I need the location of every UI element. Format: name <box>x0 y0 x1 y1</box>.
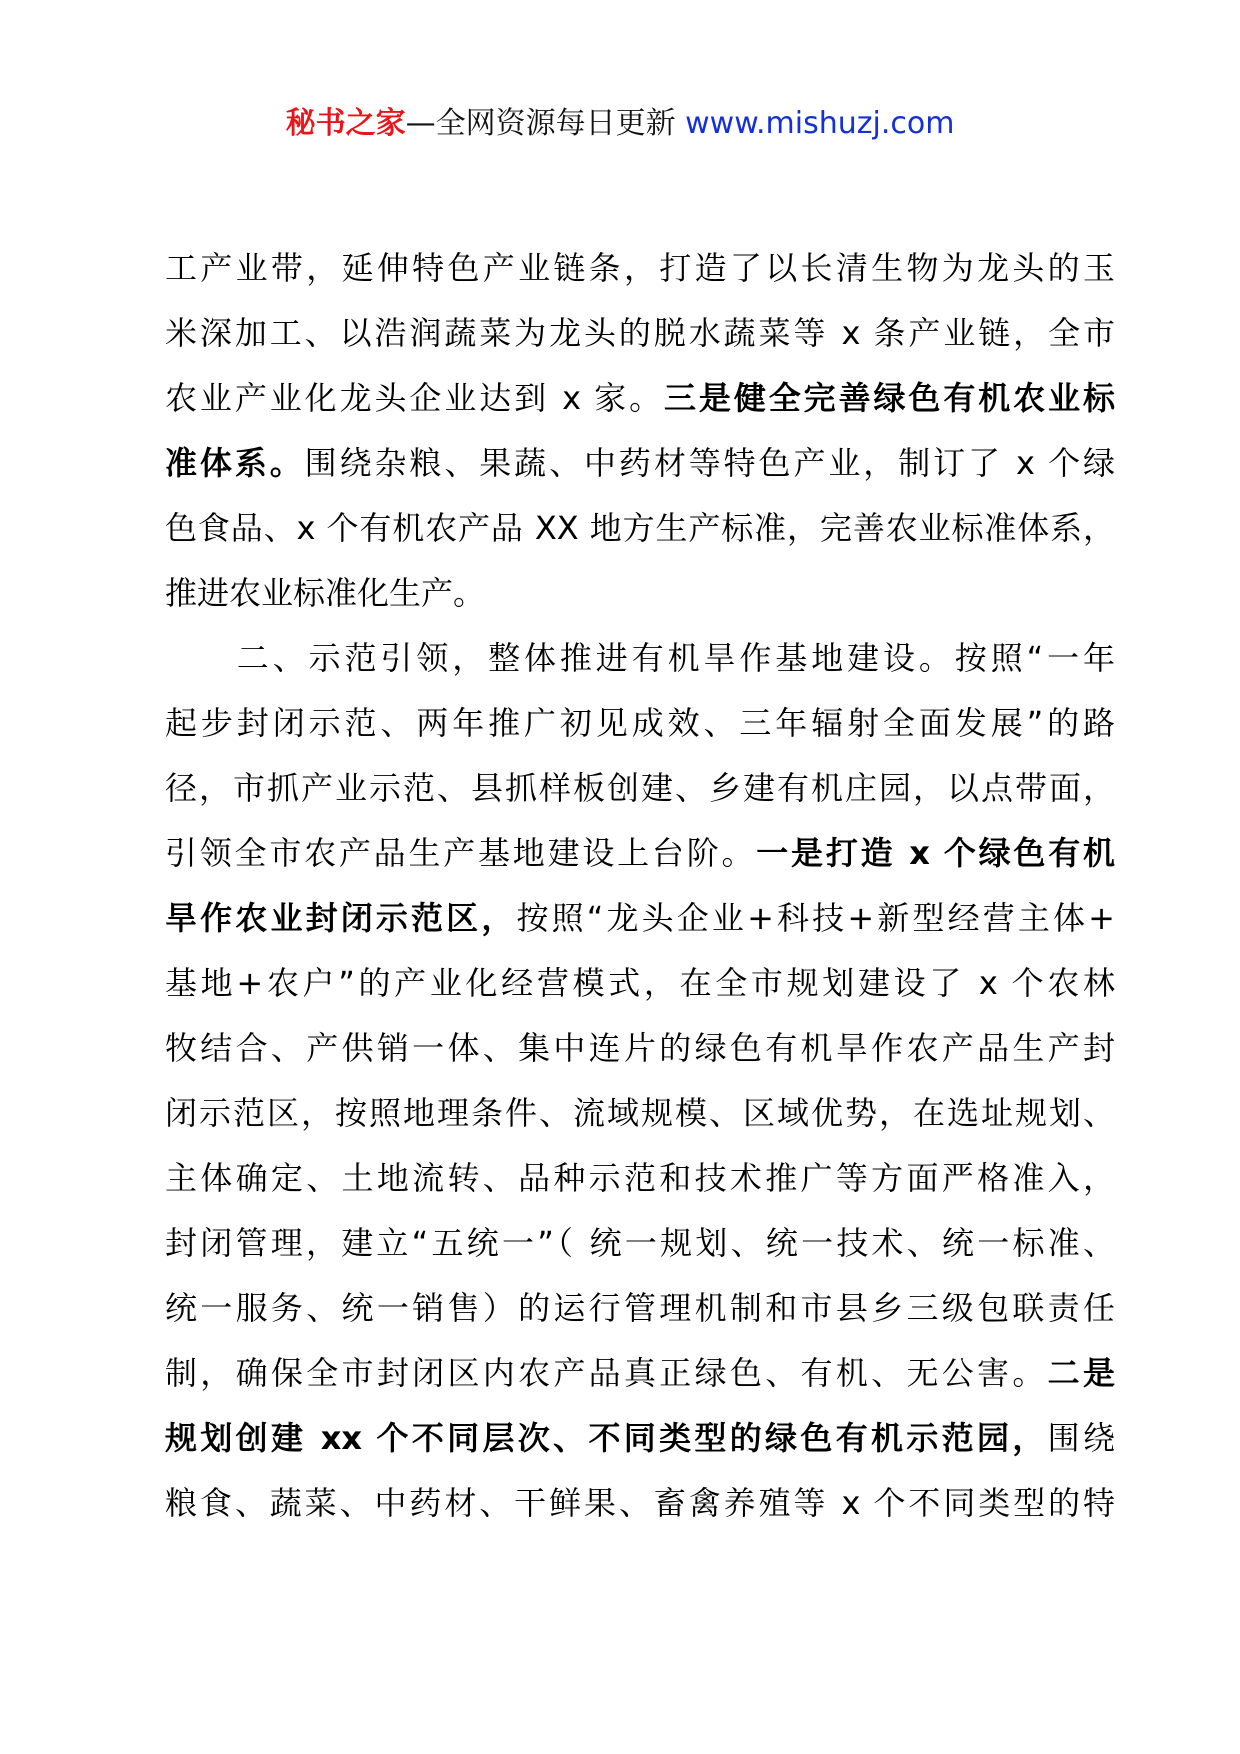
text-run: 色食品、x 个有机农产品 XX 地方生产标准，完善农业标准体系， <box>165 509 1115 547</box>
text-run: 二、示范引领，整体推进有机旱作基地建设。按照“一年 <box>165 639 1115 677</box>
text-line <box>165 1081 1115 1146</box>
text-run: 农业产业化龙头企业达到 x 家。 <box>165 379 664 417</box>
bold-text-run: 三是健全完善绿色有机农业标 <box>664 379 1115 417</box>
site-brand: 秘书之家 <box>285 106 406 141</box>
text-line <box>165 431 1115 496</box>
bold-text-run: 旱作农业封闭示范区， <box>165 899 517 937</box>
text-line <box>165 496 1115 561</box>
text-run: 工产业带，延伸特色产业链条，打造了以长清生物为龙头的玉 <box>165 249 1115 287</box>
text-run: 起步封闭示范、两年推广初见成效、三年辐射全面发展”的路 <box>165 704 1115 742</box>
text-run: 围绕杂粮、果蔬、中药材等特色产业，制订了 x 个绿 <box>304 444 1115 482</box>
text-line <box>165 1276 1115 1341</box>
bold-text-run: 一是打造 x 个绿色有机 <box>756 834 1115 872</box>
site-tagline: —全网资源每日更新 <box>405 106 686 141</box>
text-line <box>165 821 1115 886</box>
text-run: 统一服务、统一销售）的运行管理机制和市县乡三级包联责任 <box>165 1289 1115 1327</box>
text-run: 主体确定、土地流转、品种示范和技术推广等方面严格准入， <box>165 1159 1115 1197</box>
text-run: 封闭管理，建立“五统一”（ 统一规划、统一技术、统一标准、 <box>165 1224 1115 1262</box>
text-line <box>165 561 1115 626</box>
text-run: 牧结合、产供销一体、集中连片的绿色有机旱作农产品生产封 <box>165 1029 1115 1067</box>
bold-text-run: 二是 <box>1047 1354 1115 1392</box>
bold-text-run: 规划创建 xx 个不同层次、不同类型的绿色有机示范园， <box>165 1419 1048 1457</box>
text-line <box>165 236 1115 301</box>
text-line <box>165 366 1115 431</box>
text-run: 围绕 <box>1047 1419 1115 1457</box>
document-body <box>165 236 1115 1536</box>
text-line <box>165 626 1115 691</box>
text-line <box>165 1211 1115 1276</box>
text-run: 推进农业标准化生产。 <box>165 574 486 612</box>
bold-text-run: 准体系。 <box>165 444 305 482</box>
text-run: 引领全市农产品生产基地建设上台阶。 <box>165 834 757 872</box>
text-line <box>165 1146 1115 1211</box>
text-line <box>165 1341 1115 1406</box>
text-run: 制，确保全市封闭区内农产品真正绿色、有机、无公害。 <box>165 1354 1048 1392</box>
text-line <box>165 756 1115 821</box>
text-run: 粮食、蔬菜、中药材、干鲜果、畜禽养殖等 x 个不同类型的特 <box>165 1484 1115 1522</box>
text-line <box>165 1406 1115 1471</box>
text-run: 基地+农户”的产业化经营模式，在全市规划建设了 x 个农林 <box>165 964 1115 1002</box>
text-line <box>165 691 1115 756</box>
text-line <box>165 301 1115 366</box>
text-line <box>165 951 1115 1016</box>
text-run: 按照“龙头企业+科技+新型经营主体+ <box>516 899 1115 937</box>
text-run: 闭示范区，按照地理条件、流域规模、区域优势，在选址规划、 <box>165 1094 1115 1132</box>
text-line <box>165 1016 1115 1081</box>
text-run: 米深加工、以浩润蔬菜为龙头的脱水蔬菜等 x 条产业链，全市 <box>165 314 1115 352</box>
text-run: 径，市抓产业示范、县抓样板创建、乡建有机庄园，以点带面， <box>165 769 1115 807</box>
text-line <box>165 886 1115 951</box>
site-url[interactable]: www.mishuzj.com <box>685 106 955 141</box>
text-line <box>165 1471 1115 1536</box>
page-header <box>0 102 1240 146</box>
